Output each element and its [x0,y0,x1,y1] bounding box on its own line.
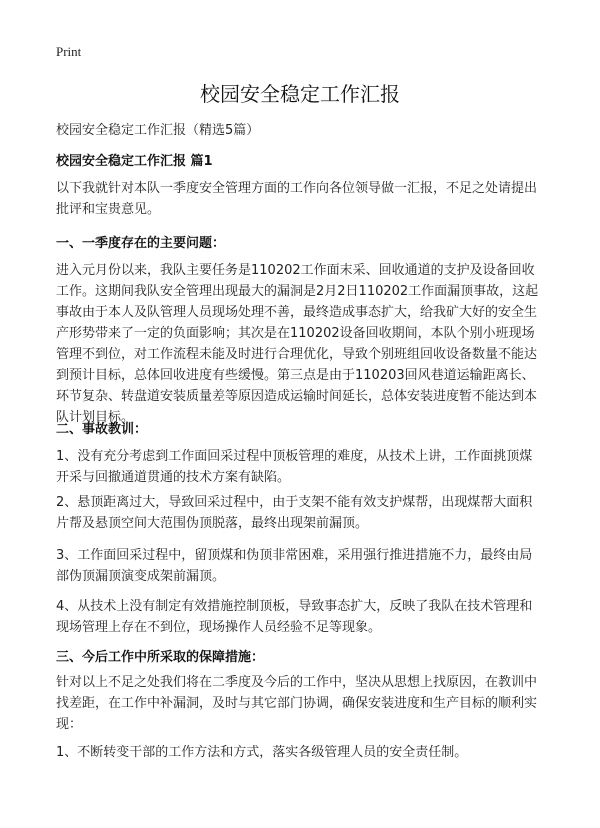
intro-paragraph: 以下我就针对本队一季度安全管理方面的工作向各位领导做一汇报，不足之处请提出批评和宝贵意见。 [56,181,538,217]
section2-item: 4、从技术上没有制定有效措施控制顶板，导致事态扩大，反映了我队在技术管理和现场管理上存在不到位，现场操作人员经验不足等现象。 [56,599,533,635]
print-label: Print [56,44,82,59]
section2-item: 3、工作面回采过程中，留顶煤和伪顶非常困难，采用强行推进措施不力，最终由局部伪顶漏顶演变成架前漏顶。 [56,548,533,584]
section3-item: 1、不断转变干部的工作方法和方式，落实各级管理人员的安全责任制。 [56,745,468,760]
section3-intro: 针对以上不足之处我们将在二季度及今后的工作中，坚决从思想上找原因，在教训中找差距，在工作中补漏洞，及时与其它部门协调，确保安装进度和生产目标的顺利实现： [56,675,538,732]
document-subtitle: 校园安全稳定工作汇报（精选5篇） [56,123,260,138]
section1-body: 进入元月份以来，我队主要任务是110202工作面末采、回收通道的支护及设备回收工作。这期间我队安全管理出现最大的漏洞是2月2日110202工作面漏顶事故，这起事故由于本人及队管理人员现场处理不善，最终造成事态扩大，给我矿大好的安全生产形势带来了一定的负面影响；其次是在110202设备回收期间，本队个别小班现场管理不到位，对工作流程未能及时进行合理优化，导致个别班组回收设备数量不能达到预计目标，总体回收进度有些缓慢。第三点是由于110203回风巷道运输距离长、环节复杂、转盘道安装质量差等原因造成运输时间延长，总体安装进度暂不能达到本队计划目标。 [56,263,539,425]
page-title: 校园安全稳定工作汇报 [200,82,400,106]
section3-heading: 三、今后工作中所采取的保障措施： [56,650,265,665]
article-heading: 校园安全稳定工作汇报 篇1 [56,154,213,169]
section2-heading: 二、事故教训： [56,422,148,437]
section2-item: 2、悬顶距离过大，导致回采过程中，由于支架不能有效支护煤帮，出现煤帮大面积片帮及悬顶空间大范围伪顶脱落，最终出现架前漏顶。 [56,495,533,531]
section1-heading: 一、一季度存在的主要问题： [56,236,226,251]
section2-item: 1、没有充分考虑到工作面回采过程中顶板管理的难度，从技术上讲，工作面挑顶煤开采与回撤通道贯通的技术方案有缺陷。 [56,449,533,485]
